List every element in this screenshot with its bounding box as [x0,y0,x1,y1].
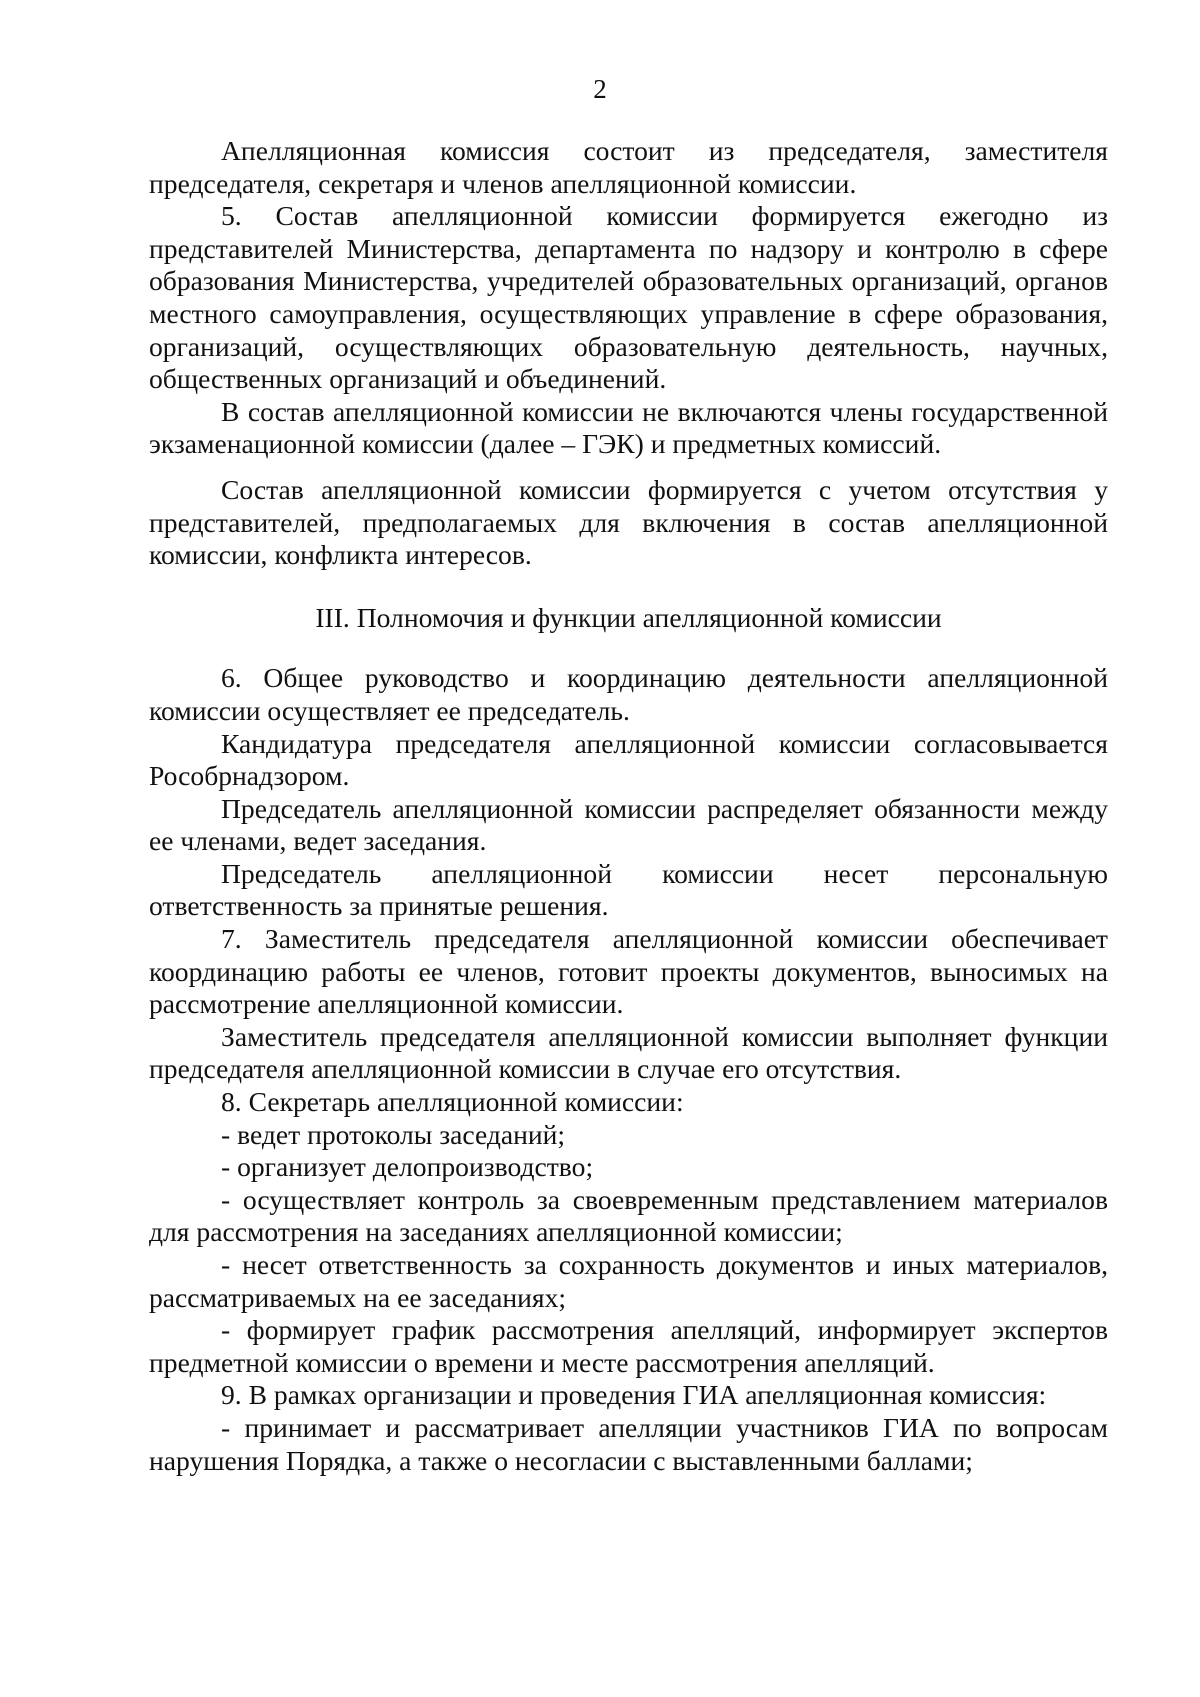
list-item: - ведет протоколы заседаний; [221,1118,566,1150]
paragraph-item-5: 5. Состав апелляционной комиссии формируется ежегодно из представителей Министерства, департамента по надзору и контролю в сфере образования Министерства, учредителей образовательных организаций, органов местного самоуправления, осуществляющих управление в сфере образования, организаций, осуществляющих образовательную деятельность, научных, общественных организаций и объединений. [149,200,1108,395]
list-item: - формирует график рассмотрения апелляций, информирует экспертов предметной комиссии о времени и месте рассмотрения апелляций. [149,1314,1108,1378]
page-number: 2 [593,74,607,104]
paragraph-item-6: 6. Общее руководство и координацию деятельности апелляционной комиссии осуществляет ее председатель. [149,662,1108,726]
paragraph-conflict-of-interest: Состав апелляционной комиссии формируется с учетом отсутствия у представителей, предполагаемых для включения в состав апелляционной комиссии, конфликта интересов. [149,473,1108,571]
list-item: - принимает и рассматривает апелляции участников ГИА по вопросам нарушения Порядка, а также о несогласии с выставленными баллами; [149,1411,1108,1476]
list-item: - организует делопроизводство; [221,1151,594,1183]
paragraph-item-8: 8. Секретарь апелляционной комиссии: [221,1086,684,1118]
paragraph-exclusions: В состав апелляционной комиссии не включаются члены государственной экзаменационной комиссии (далее – ГЭК) и предметных комиссий. [149,395,1108,460]
document-body [149,135,1108,1477]
section-heading: III. Полномочия и функции апелляционной комиссии [315,601,942,633]
paragraph-chair-candidate: Кандидатура председателя апелляционной комиссии согласовывается Рособрнадзором. [149,727,1108,792]
list-item: - несет ответственность за сохранность документов и иных материалов, рассматриваемых на ее заседаниях; [149,1249,1108,1313]
paragraph-item-7: 7. Заместитель председателя апелляционной комиссии обеспечивает координацию работы ее членов, готовит проекты документов, выносимых на рассмотрение апелляционной комиссии. [149,923,1108,1020]
paragraph-deputy-functions: Заместитель председателя апелляционной комиссии выполняет функции председателя апелляционной комиссии в случае его отсутствия. [149,1020,1108,1085]
paragraph-chair-duties: Председатель апелляционной комиссии распределяет обязанности между ее членами, ведет заседания. [149,792,1108,857]
paragraph-item-9: 9. В рамках организации и проведения ГИА апелляционная комиссия: [221,1379,1047,1411]
paragraph-chair-responsibility: Председатель апелляционной комиссии несет персональную ответственность за принятые решения. [149,857,1108,922]
paragraph-commission-composition: Апелляционная комиссия состоит из председателя, заместителя председателя, секретаря и членов апелляционной комиссии. [149,135,1108,199]
list-item: - осуществляет контроль за своевременным представлением материалов для рассмотрения на заседаниях апелляционной комиссии; [149,1183,1108,1248]
